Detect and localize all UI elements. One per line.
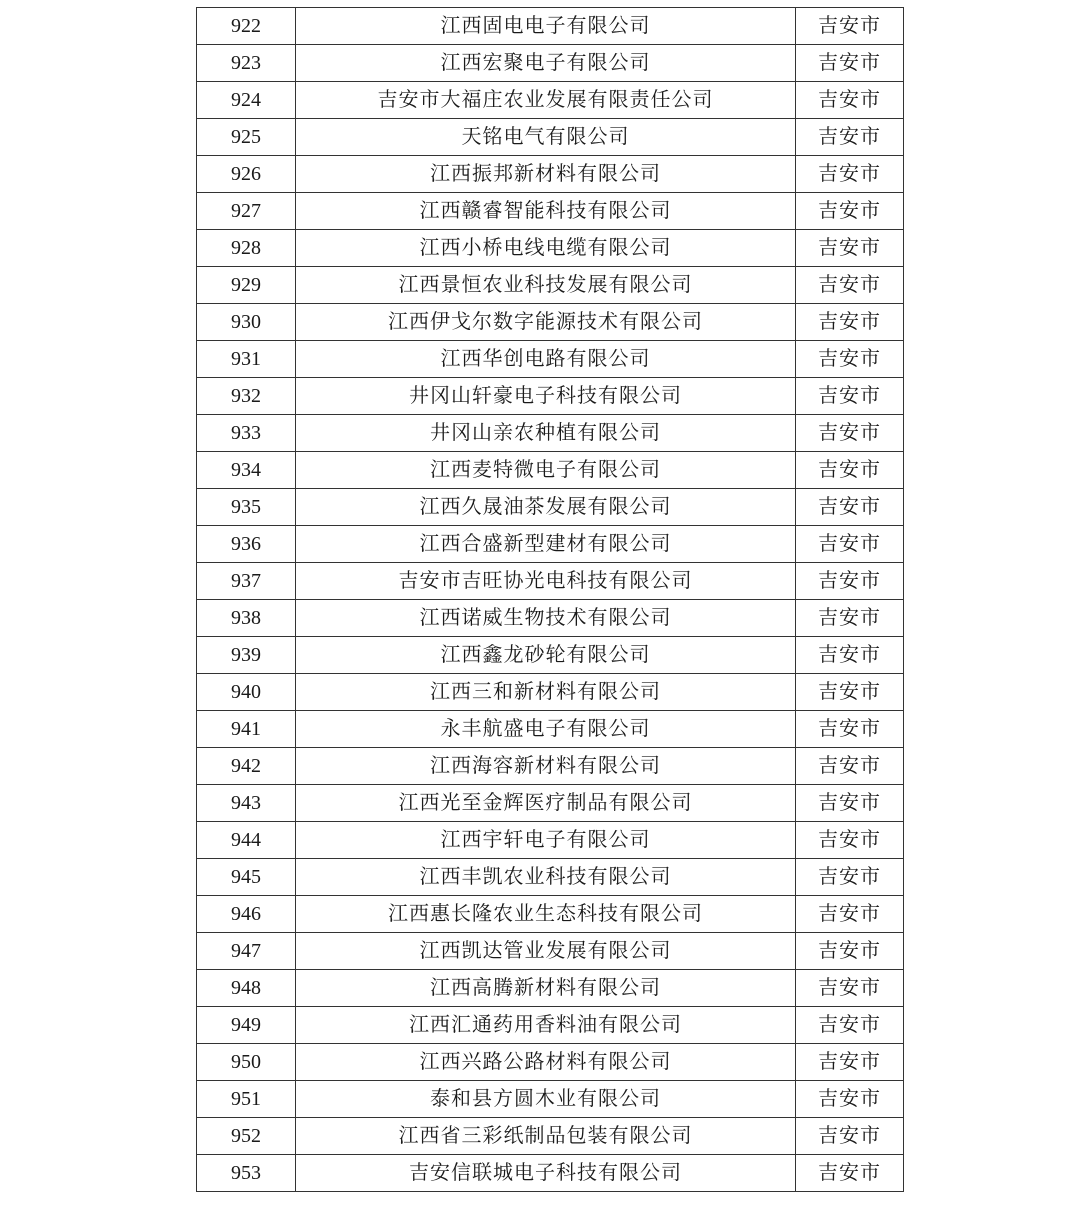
table-body [197, 8, 904, 1192]
table-row [197, 785, 904, 822]
row-number: 949 [197, 1007, 296, 1044]
city-name: 吉安市 [796, 748, 904, 785]
company-name: 江西固电电子有限公司 [296, 8, 796, 45]
city-name: 吉安市 [796, 341, 904, 378]
city-name: 吉安市 [796, 45, 904, 82]
company-name: 江西宇轩电子有限公司 [296, 822, 796, 859]
row-number: 923 [197, 45, 296, 82]
city-name: 吉安市 [796, 378, 904, 415]
city-name: 吉安市 [796, 119, 904, 156]
company-name: 江西鑫龙砂轮有限公司 [296, 637, 796, 674]
table-row [197, 1081, 904, 1118]
city-name: 吉安市 [796, 933, 904, 970]
city-name: 吉安市 [796, 1118, 904, 1155]
table-row [197, 341, 904, 378]
company-name: 江西景恒农业科技发展有限公司 [296, 267, 796, 304]
table-row [197, 1155, 904, 1192]
company-name: 江西久晟油茶发展有限公司 [296, 489, 796, 526]
table-row [197, 156, 904, 193]
company-name: 江西宏聚电子有限公司 [296, 45, 796, 82]
row-number: 945 [197, 859, 296, 896]
company-name: 井冈山亲农种植有限公司 [296, 415, 796, 452]
row-number: 931 [197, 341, 296, 378]
row-number: 930 [197, 304, 296, 341]
city-name: 吉安市 [796, 304, 904, 341]
table-row [197, 859, 904, 896]
row-number: 952 [197, 1118, 296, 1155]
table-row [197, 193, 904, 230]
city-name: 吉安市 [796, 600, 904, 637]
row-number: 953 [197, 1155, 296, 1192]
city-name: 吉安市 [796, 970, 904, 1007]
company-name: 井冈山轩豪电子科技有限公司 [296, 378, 796, 415]
company-name: 江西丰凯农业科技有限公司 [296, 859, 796, 896]
company-name: 天铭电气有限公司 [296, 119, 796, 156]
company-name: 江西三和新材料有限公司 [296, 674, 796, 711]
city-name: 吉安市 [796, 8, 904, 45]
table-row [197, 674, 904, 711]
company-name: 江西汇通药用香料油有限公司 [296, 1007, 796, 1044]
city-name: 吉安市 [796, 637, 904, 674]
city-name: 吉安市 [796, 859, 904, 896]
table-row [197, 600, 904, 637]
company-name: 江西麦特微电子有限公司 [296, 452, 796, 489]
row-number: 937 [197, 563, 296, 600]
city-name: 吉安市 [796, 526, 904, 563]
row-number: 933 [197, 415, 296, 452]
row-number: 932 [197, 378, 296, 415]
company-name: 永丰航盛电子有限公司 [296, 711, 796, 748]
row-number: 943 [197, 785, 296, 822]
company-name: 江西合盛新型建材有限公司 [296, 526, 796, 563]
city-name: 吉安市 [796, 193, 904, 230]
table-row [197, 563, 904, 600]
company-name: 江西光至金辉医疗制品有限公司 [296, 785, 796, 822]
table-row [197, 119, 904, 156]
table-row [197, 822, 904, 859]
row-number: 926 [197, 156, 296, 193]
company-name: 江西诺威生物技术有限公司 [296, 600, 796, 637]
company-name: 吉安信联城电子科技有限公司 [296, 1155, 796, 1192]
table-row [197, 711, 904, 748]
city-name: 吉安市 [796, 452, 904, 489]
table-row [197, 1118, 904, 1155]
city-name: 吉安市 [796, 711, 904, 748]
row-number: 947 [197, 933, 296, 970]
city-name: 吉安市 [796, 230, 904, 267]
row-number: 934 [197, 452, 296, 489]
table-row [197, 82, 904, 119]
row-number: 935 [197, 489, 296, 526]
city-name: 吉安市 [796, 156, 904, 193]
table-row [197, 748, 904, 785]
table-row [197, 415, 904, 452]
table-row [197, 933, 904, 970]
row-number: 927 [197, 193, 296, 230]
table-row [197, 304, 904, 341]
city-name: 吉安市 [796, 489, 904, 526]
row-number: 941 [197, 711, 296, 748]
row-number: 948 [197, 970, 296, 1007]
city-name: 吉安市 [796, 1155, 904, 1192]
company-name: 江西惠长隆农业生态科技有限公司 [296, 896, 796, 933]
table-row [197, 970, 904, 1007]
row-number: 929 [197, 267, 296, 304]
table-row [197, 489, 904, 526]
row-number: 951 [197, 1081, 296, 1118]
row-number: 946 [197, 896, 296, 933]
city-name: 吉安市 [796, 1007, 904, 1044]
company-name: 江西赣睿智能科技有限公司 [296, 193, 796, 230]
row-number: 938 [197, 600, 296, 637]
company-name: 江西振邦新材料有限公司 [296, 156, 796, 193]
table-row [197, 8, 904, 45]
company-name: 江西伊戈尔数字能源技术有限公司 [296, 304, 796, 341]
row-number: 924 [197, 82, 296, 119]
city-name: 吉安市 [796, 674, 904, 711]
table-row [197, 267, 904, 304]
company-name: 泰和县方圆木业有限公司 [296, 1081, 796, 1118]
company-name: 吉安市大福庄农业发展有限责任公司 [296, 82, 796, 119]
city-name: 吉安市 [796, 1081, 904, 1118]
city-name: 吉安市 [796, 822, 904, 859]
row-number: 922 [197, 8, 296, 45]
table-row [197, 1007, 904, 1044]
company-name: 江西海容新材料有限公司 [296, 748, 796, 785]
company-name: 江西兴路公路材料有限公司 [296, 1044, 796, 1081]
table-row [197, 378, 904, 415]
row-number: 928 [197, 230, 296, 267]
city-name: 吉安市 [796, 785, 904, 822]
row-number: 944 [197, 822, 296, 859]
city-name: 吉安市 [796, 896, 904, 933]
company-name: 江西高腾新材料有限公司 [296, 970, 796, 1007]
row-number: 925 [197, 119, 296, 156]
table-row [197, 452, 904, 489]
city-name: 吉安市 [796, 563, 904, 600]
table-row [197, 526, 904, 563]
company-name: 江西省三彩纸制品包装有限公司 [296, 1118, 796, 1155]
table-row [197, 45, 904, 82]
city-name: 吉安市 [796, 267, 904, 304]
company-name: 吉安市吉旺协光电科技有限公司 [296, 563, 796, 600]
city-name: 吉安市 [796, 415, 904, 452]
table-row [197, 230, 904, 267]
company-name: 江西凯达管业发展有限公司 [296, 933, 796, 970]
table-row [197, 896, 904, 933]
table-row [197, 637, 904, 674]
company-list-table [196, 7, 904, 1192]
company-name: 江西小桥电线电缆有限公司 [296, 230, 796, 267]
row-number: 936 [197, 526, 296, 563]
row-number: 942 [197, 748, 296, 785]
company-name: 江西华创电路有限公司 [296, 341, 796, 378]
row-number: 939 [197, 637, 296, 674]
row-number: 940 [197, 674, 296, 711]
table-row [197, 1044, 904, 1081]
row-number: 950 [197, 1044, 296, 1081]
city-name: 吉安市 [796, 82, 904, 119]
city-name: 吉安市 [796, 1044, 904, 1081]
